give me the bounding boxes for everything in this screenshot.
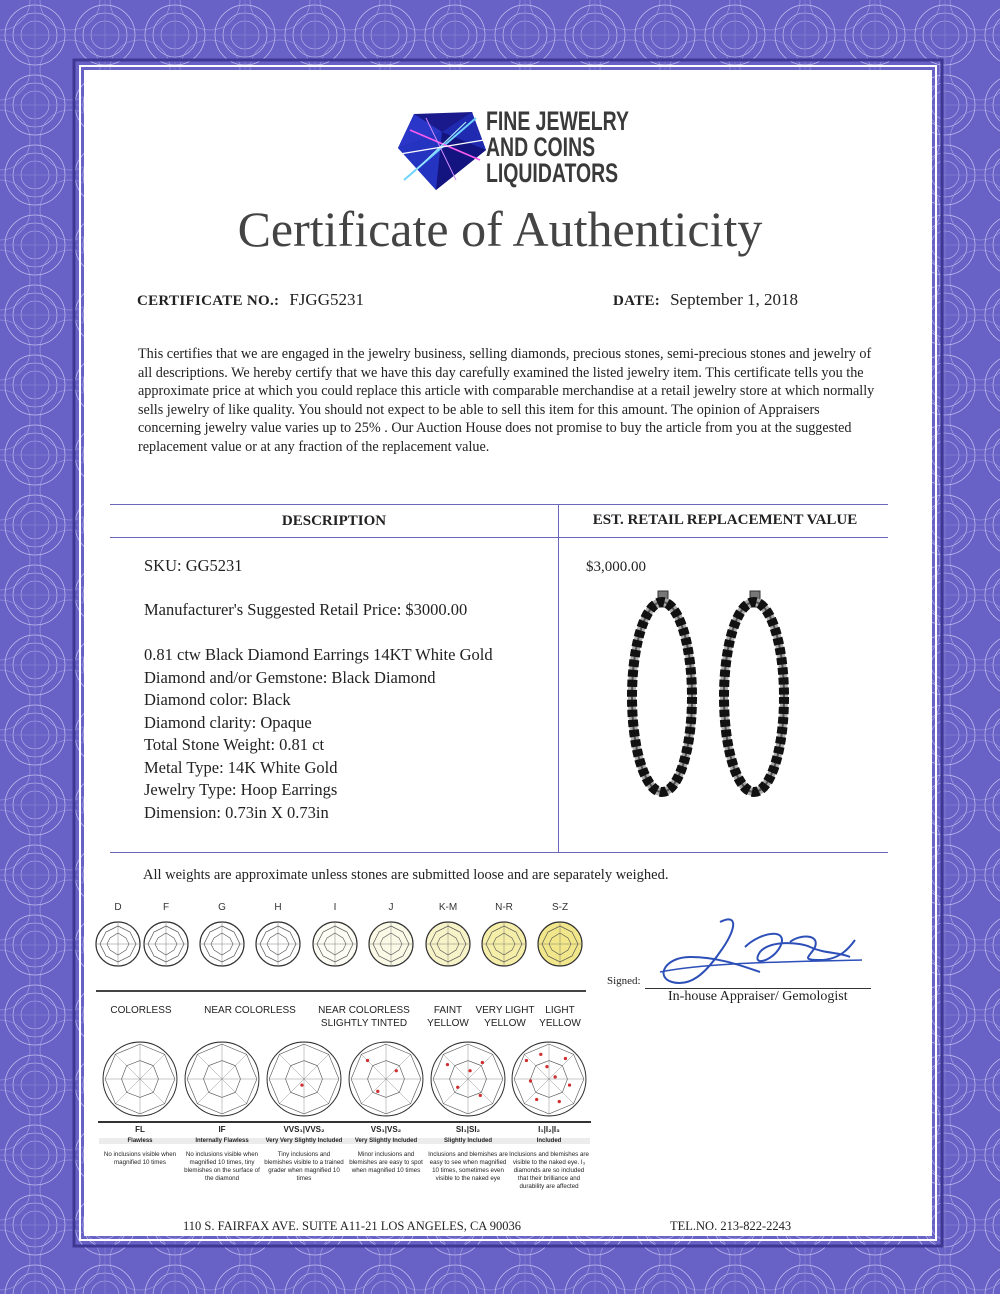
color-group-line1: NEAR COLORLESS: [204, 1005, 296, 1016]
brand-name: [486, 108, 629, 186]
color-grade-letter: J: [388, 902, 394, 913]
color-grade-diamond-icon: [142, 920, 190, 968]
color-group-line1: FAINT: [433, 1005, 463, 1016]
date-value: September 1, 2018: [670, 290, 799, 309]
footer-address: 110 S. FAIRFAX AVE. SUITE A11-21 LOS ANGELES, CA 90036: [183, 1219, 521, 1233]
clarity-grade-code: I₁|I₂|I₃: [538, 1125, 560, 1134]
item-detail-line: Diamond and/or Gemstone: Black Diamond: [144, 667, 436, 687]
clarity-grade-description: Minor inclusions and blemishes are easy to spot when magnified 10 times: [349, 1151, 423, 1174]
color-grade-diamond-icon: [424, 920, 472, 968]
item-detail-line: Metal Type: 14K White Gold: [144, 757, 338, 777]
item-detail-line: Diamond color: Black: [144, 690, 291, 709]
item-detail-line: Dimension: 0.73in X 0.73in: [144, 802, 329, 822]
clarity-diamond-icon: [429, 1040, 507, 1118]
clarity-grade-description: No inclusions visible when magnified 10 times, tiny blemishes on the surface of the diamond: [184, 1151, 260, 1182]
color-grade-diamond-icon: [198, 920, 246, 968]
table-header-rule: [110, 537, 888, 538]
color-group-label: [91, 1004, 191, 1017]
clarity-diamond-icon: [265, 1040, 343, 1118]
signed-label: Signed:: [607, 975, 641, 987]
clarity-grade-title: Very Slightly Included: [345, 1138, 427, 1144]
color-scale-rule: [96, 990, 586, 992]
clarity-grade-code: IF: [218, 1125, 226, 1134]
color-grade-diamond-icon: [367, 920, 415, 968]
retail-value: $3,000.00: [586, 559, 646, 575]
certificate-title: Certificate of Authenticity: [237, 201, 763, 257]
color-grade-letter: N-R: [495, 902, 513, 913]
intro-paragraph: This certifies that we are engaged in the jewelry business, selling diamonds, precious stones, semi-precious stones and jewelry of all descriptions. We hereby certify that we have this day carefully examined the listed jewelry item. This certificate tells you the approximate price at which you could replace this article with comparable merchandise at a retail jewelry store at which normally sells jewelry of like quality. You should not expect to be able to sell this item for this amount. The opinion of Appraisers concerning jewelry value varies up to 25% . Our Auction House does not promise to buy the article from you at the suggested replacement value or at any fraction of the replacement value.: [138, 346, 875, 455]
clarity-grade-description: Tiny inclusions and blemishes visible to a trained grader when magnified 10 times: [264, 1151, 344, 1182]
item-detail-line: Jewelry Type: Hoop Earrings: [144, 780, 338, 799]
appraiser-role: In-house Appraiser/ Gemologist: [668, 989, 848, 1004]
clarity-diamond-icon: [347, 1040, 425, 1118]
clarity-grade-code: SI₁|SI₂: [455, 1125, 481, 1134]
color-group-line1: LIGHT: [545, 1005, 575, 1016]
color-grade-letter: S-Z: [551, 902, 569, 913]
item-detail-line: 0.81 ctw Black Diamond Earrings 14KT White Gold: [144, 645, 493, 664]
color-grade-diamond-icon: [254, 920, 302, 968]
brand-line-3: LIQUIDATORS: [486, 158, 619, 188]
item-detail-line: Diamond clarity: Opaque: [144, 712, 312, 732]
clarity-grade-code: VVS₁|VVS₂: [283, 1125, 325, 1134]
item-detail-line: Total Stone Weight: 0.81 ct: [144, 735, 325, 754]
date-row: [613, 290, 798, 310]
color-group-line2: SLIGHTLY TINTED: [320, 1018, 408, 1029]
color-grade-diamond-icon: [311, 920, 359, 968]
color-group-line1: NEAR COLORLESS: [318, 1005, 410, 1016]
color-grade-diamond-icon: [536, 920, 584, 968]
color-group-label: [200, 1004, 300, 1017]
weights-note: All weights are approximate unless stones are submitted loose and are separately weighed.: [143, 867, 669, 883]
table-bottom-rule: [110, 852, 888, 853]
color-group-label: [510, 1004, 610, 1030]
color-grade-letter: G: [218, 902, 226, 913]
date-label: DATE:: [613, 293, 661, 309]
color-grade-letter: D: [114, 902, 122, 913]
color-grade-letter: I: [333, 902, 337, 913]
certificate-number: FJGG5231: [289, 290, 364, 309]
sku: SKU: GG5231: [144, 556, 243, 575]
clarity-grade-title: Included: [508, 1138, 590, 1144]
color-grade-letter: K-M: [438, 902, 458, 913]
certificate-number-row: [137, 290, 364, 310]
color-grade-letter: H: [274, 902, 282, 913]
msrp: Manufacturer's Suggested Retail Price: $3000.00: [144, 600, 468, 619]
brand-line-1: FINE JEWELRY: [486, 106, 629, 136]
brand-line-2: AND COINS: [486, 132, 596, 162]
color-grade-diamond-icon: [94, 920, 142, 968]
color-group-line1: VERY LIGHT: [475, 1005, 535, 1016]
description-header: DESCRIPTION: [281, 513, 387, 529]
clarity-grade-title: Flawless: [99, 1138, 181, 1144]
clarity-grade-description: Inclusions and blemishes are easy to see when magnified 10 times, sometimes even visible to the naked eye: [428, 1151, 508, 1182]
clarity-grade-description: Inclusions and blemishes are visible to the naked eye. I₃ diamonds are so included that their brilliance and durability are affected: [509, 1151, 589, 1190]
color-grade-diamond-icon: [480, 920, 528, 968]
clarity-top-rule: [98, 1121, 591, 1123]
clarity-grade-description: No inclusions visible when magnified 10 times: [103, 1151, 177, 1166]
diamond-logo-icon: [396, 110, 488, 192]
clarity-diamond-icon: [101, 1040, 179, 1118]
color-group-line1: COLORLESS: [110, 1005, 172, 1016]
clarity-grade-code: FL: [135, 1125, 145, 1134]
clarity-grade-title: Very Very Slightly Included: [263, 1138, 345, 1144]
color-group-line2: YELLOW: [484, 1018, 526, 1029]
hoop-earrings-icon: [612, 585, 802, 805]
value-header: EST. RETAIL REPLACEMENT VALUE: [592, 512, 858, 528]
color-group-line2: YELLOW: [539, 1018, 581, 1029]
footer-phone: TEL.NO. 213-822-2243: [670, 1219, 792, 1233]
clarity-grade-code: VS₁|VS₂: [370, 1125, 402, 1134]
table-top-rule: [110, 504, 888, 505]
clarity-diamond-icon: [183, 1040, 261, 1118]
color-group-line2: YELLOW: [427, 1018, 469, 1029]
clarity-grade-title: Internally Flawless: [181, 1138, 263, 1144]
color-grade-letter: F: [162, 902, 170, 913]
clarity-diamond-icon: [510, 1040, 588, 1118]
table-divider: [558, 504, 559, 852]
certificate-number-label: CERTIFICATE NO.:: [137, 293, 280, 309]
clarity-grade-title: Slightly Included: [427, 1138, 509, 1144]
item-details: [144, 644, 493, 824]
